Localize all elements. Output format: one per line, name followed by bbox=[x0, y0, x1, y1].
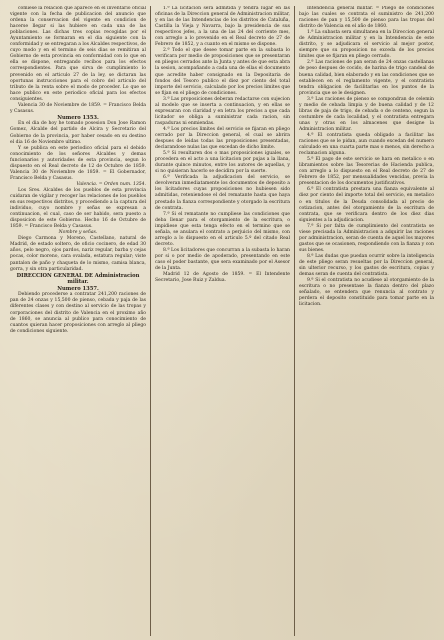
article-paragraph: 3.ª Las proposiciones deberan redactarse con sujecion al modelo que se inserta a continuacion, y en ellas se expresaran con claridad y en letra los precios a que cada licitador se obliga a suministrar cada racion, sin raspaduras ni enmiendas. bbox=[154, 96, 290, 126]
column-3 bbox=[294, 6, 438, 636]
column-2 bbox=[150, 6, 294, 636]
article-paragraph: 7.ª Si el rematante no cumpliese las condiciones que deba llenar para el otorgamiento de la escritura, o impidiese que esta tenga efecto en el termino que se señala, se anulara el contrato a perjuicio del mismo, con arreglo a lo dispuesto en el articulo 5.º del citado Real decreto. bbox=[154, 211, 290, 247]
article-paragraph: 2.ª Las raciones de pan seran de 24 onzas castellanas de peso despues de cocido, de harina de trigo candeal de buena calidad, bien elaborado y en las condiciones que se establecen en el reglamento vigente, y el contratista tendra obligacion de facilitarlas en los puntos de la provincia que se le designen. bbox=[298, 60, 434, 96]
article-paragraph: Valencia 30 de Noviembre de 1859. = Francisco Belda y Casasus. bbox=[10, 102, 146, 114]
article-paragraph: 9.ª Si el contratista no acudiese al otorgamiento de la escritura o no presentase la fianza dentro del plazo señalado, se entendera que renuncia al contrato y perdera el deposito constituido para tomar parte en la licitacion. bbox=[298, 278, 434, 308]
article-paragraph: 6.ª El contratista prestara una fianza equivalente al diez por ciento del importe total del servicio, en metalico o en titulos de la Deuda consolidada al precio de cotizacion, antes del otorgamiento de la escritura de contrata, que se verificara dentro de los diez dias siguientes a la adjudicacion. bbox=[298, 187, 434, 223]
article-paragraph: 8.ª Los licitadores que concurran a la subasta lo haran por si o por medio de apoderado, presentando en este caso el poder bastante, que sera examinado por el Asesor de la Junta. bbox=[154, 247, 290, 272]
article-paragraph: 4.ª El contratista queda obligado a facilitar las raciones que se le pidan, aun cuando excedan del numero calculado en una cuarta parte mas o menos, sin derecho a reclamacion alguna. bbox=[298, 132, 434, 157]
section-heading: Numero 1353. bbox=[57, 114, 99, 121]
column-1 bbox=[6, 6, 150, 636]
article-paragraph: 1.ª La licitacion sera admitida y tendra lugar en las oficinas de la Direccion general de Administracion militar, y en las de las Intendencias de los distritos de Cataluña, Castilla la Vieja y Navarra, bajo la presidencia de sus respectivos jefes, a la una de las 24 del corriente mes, con arreglo a lo prevenido en el Real decreto de 27 de Febrero de 1852, y a cuanto en el mismo se dispone. bbox=[154, 6, 290, 48]
article-paragraph: 2.ª Todo el que desee tomar parte en la subasta lo verificara por medio de proposiciones que se presentaran en pliegos cerrados ante la Junta y antes de que esta abra la sesion, acompañando a cada una de ellas el documento que acredite haber consignado en la Depositaria de fondos del Tesoro publico el diez por ciento del total importe del servicio, calculado por los precios limites que se fijan en el pliego de condiciones. bbox=[154, 48, 290, 96]
subheading: Nombre y señas. bbox=[58, 230, 98, 236]
article-paragraph: 3.ª Las raciones de pienso se compondran de celemin y medio de cebada limpia y de buena calidad y de 12 libras de paja de trigo, de cebada o de centeno, segun la costumbre de cada localidad, y el contratista entregara unas y otras en los almacenes que designe la Administracion militar. bbox=[298, 96, 434, 132]
article-paragraph: En el dia de hoy he tomado posesion Don Jose Ramon Gomez, Alcalde del partido de Alcira y Secretario del Gobierno de la provincia, por haber cesado en su destino el dia 16 de Noviembre ultimo. bbox=[10, 121, 146, 145]
article-paragraph: 6.ª Verificada la adjudicacion del servicio, se devolveran inmediatamente los documentos de deposito a los licitadores cuyas proposiciones no hubiesen sido admitidas, reteniendose el del rematante hasta que haya prestado la fianza correspondiente y otorgado la escritura de contrata. bbox=[154, 175, 290, 211]
article-paragraph: Diego Carmona y Moreno, Castellano, natural de Madrid, de estado soltero, de oficio cocinero, de edad 30 años, pelo negro, ojos pardos, nariz regular, barba y cejas pocas, color moreno, cara ovalada, estatura regular; viste pantalon de paño y chaqueta de lo mismo, camisa blanca, gorra, y sin otra particularidad. bbox=[10, 236, 146, 272]
article-paragraph: Madrid 12 de Agosto de 1859. = El Intendente Secretario, Jose Ruiz y Zaldua. bbox=[154, 272, 290, 284]
article-paragraph: 5.ª El pago de este servicio se hara en metalico o en libramientos sobre las Tesorerias de Hacienda publica, con arreglo a lo dispuesto en el Real decreto de 27 de Febrero de 1852, por mensualidades vencidas, previa la presentacion de los documentos justificativos. bbox=[298, 157, 434, 187]
article-paragraph: Debiendo procederse a contratar 241,200 raciones de pan de 24 onzas y 15,500 de pienso, cebada y paja de las diferentes clases y con destino al servicio de las tropas y corporaciones del distrito de Valencia en el proximo año de 1860, se anuncia al publico para conocimiento de cuantos quieran hacer proposiciones con arreglo al pliego de condiciones siguiente. bbox=[10, 292, 146, 334]
article-paragraph: 8.ª Las dudas que puedan ocurrir sobre la inteligencia de este pliego seran resueltas por la Direccion general, sin ulterior recurso, y los gastos de escritura, copias y demas seran de cuenta del contratista. bbox=[298, 253, 434, 278]
article-paragraph: 5.ª Si resultaren dos o mas proposiciones iguales, se procedera en el acto a una licitacion por pujas a la llana, durante quince minutos, entre los autores de aquellas, y si no quisieran hacerlo se decidira por la suerte. bbox=[154, 151, 290, 175]
article-paragraph: 7.ª Si por falta de cumplimiento del contratista se viese precisada la Administracion a adquirir las raciones por administracion, seran de cuenta de aquel los mayores gastos que se ocasionen, respondiendo con la fianza y con sus bienes. bbox=[298, 223, 434, 253]
columns bbox=[6, 6, 438, 636]
section-heading: DIRECCION GENERAL DE Administracion militar. bbox=[16, 272, 140, 286]
article-paragraph: comiese la relacion que aparece en el inventario oficial vigente con la fecha de publicacion del anuncio que ordena la conservacion del vigente en condicion de hacerse llegar si las hubiere en cada una de las poblaciones. Las dichas tres copias recogidas por el Ayuntamiento se formaran en el dia siguiente con la conformidad y se entregaran a los Alcaldes respectivos, de cuyo modo y en el termino de seis dias se remitiran al Gobierno de esta provincia en conformidad con lo que en ella se dispone, entregando recibos para los efectos correspondientes. Para que sirva de cumplimiento lo prevenido en el articulo 27 de la ley, se dictaran las oportunas instrucciones para el cobro del articulo del tributo de la renta sobre el modo de proceder. Lo que se hace publico en este periodico oficial para los efectos consiguientes. bbox=[10, 6, 146, 102]
article-paragraph: Los Sres. Alcaldes de los pueblos de esta provincia cuidaran de vigilar y recoger las relaciones de los pueblos en sus respectivos distritos, y procediendo a la captura del individuo, cuyo nombre y señas se expresan a continuacion, el cual, caso de ser habido, sera puesto a disposicion de este Gobierno. Hecho 16 de Octubre de 1859. = Francisco Belda y Casasus. bbox=[10, 187, 146, 230]
section-heading: Numero 1357. bbox=[57, 285, 99, 292]
signature-line: Valencia. = Orden num. 1354. bbox=[76, 181, 146, 187]
article-paragraph: 1.ª La subasta sera simultanea en la Direccion general de Administracion militar y en la Intendencia de este distrito, y se adjudicara el servicio al mejor postor, siempre que su proposicion no exceda de los precios limites que se fijaran en pliego cerrado. bbox=[298, 30, 434, 60]
article-paragraph: 4.ª Los precios limites del servicio se fijaran en pliego cerrado por la Direccion general, el cual se abrira despues de leidas todas las proposiciones presentadas, declarandose nulas las que excedan de dicho limite. bbox=[154, 126, 290, 151]
article-paragraph: Y se publica en este periodico oficial para el debido conocimiento de los señores Alcaldes y demas funcionarios y autoridades de esta provincia, segun lo dispuesto en el Real decreto de 12 de Octubre de 1859. Valencia 30 de Noviembre de 1859. = El Gobernador, Francisco Belda y Casasus. bbox=[10, 145, 146, 181]
article-paragraph: Intendencia general militar. = Pliego de condiciones bajo las cuales se contrata el suministro de 241,200 raciones de pan y 15,500 de pienso para las tropas del distrito de Valencia en el año de 1860. bbox=[298, 6, 434, 30]
